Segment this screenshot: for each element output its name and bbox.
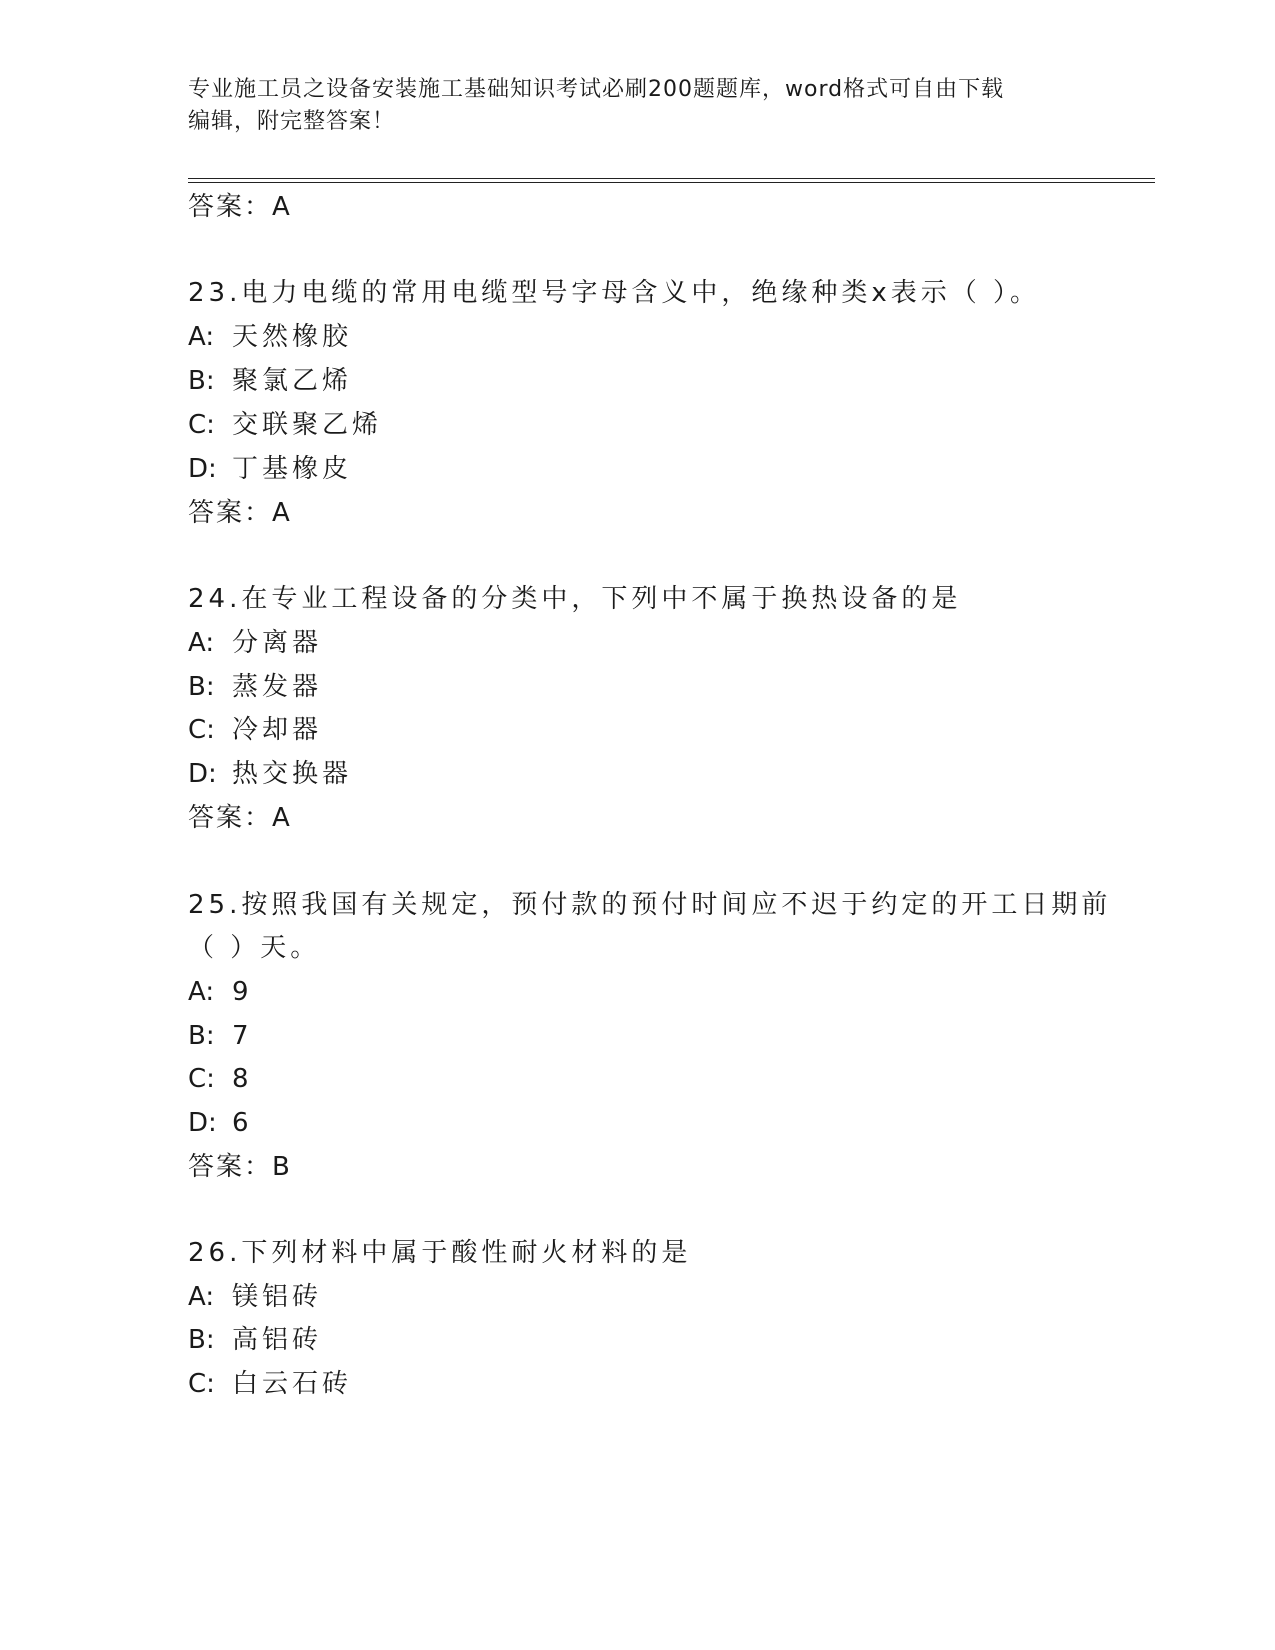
option-label: D: bbox=[188, 759, 217, 789]
option-text: 7 bbox=[232, 1021, 253, 1051]
header-rule-bottom bbox=[188, 182, 1155, 183]
option-label: D: bbox=[188, 1108, 217, 1138]
option-label: A: bbox=[188, 977, 215, 1007]
option-text: 蒸发器 bbox=[232, 672, 323, 702]
option-label: B: bbox=[188, 366, 215, 396]
answer-24: 答案：A bbox=[188, 803, 292, 833]
header-rule-top bbox=[188, 178, 1155, 179]
option-label: A: bbox=[188, 1282, 215, 1312]
option-label: B: bbox=[188, 1021, 215, 1051]
option-text: 白云石砖 bbox=[232, 1369, 353, 1399]
answer-23: 答案：A bbox=[188, 498, 292, 528]
option-label: A: bbox=[188, 628, 215, 658]
question-24-option-d bbox=[188, 757, 352, 791]
option-label: C: bbox=[188, 410, 215, 440]
option-text: 丁基橡皮 bbox=[232, 454, 353, 484]
question-25-option-a bbox=[188, 975, 253, 1009]
option-label: B: bbox=[188, 1325, 215, 1355]
question-23-option-a bbox=[188, 320, 352, 354]
document-header bbox=[188, 74, 1088, 138]
option-text: 热交换器 bbox=[232, 759, 353, 789]
question-25-stem-line-1: 25.按照我国有关规定，预付款的预付时间应不迟于约定的开工日期前 bbox=[188, 890, 1112, 920]
option-label: C: bbox=[188, 715, 215, 745]
option-text: 聚氯乙烯 bbox=[232, 366, 353, 396]
answer-25: 答案：B bbox=[188, 1152, 292, 1182]
option-text: 镁铝砖 bbox=[232, 1282, 323, 1312]
header-line-2: 编辑，附完整答案！ bbox=[188, 109, 396, 134]
option-label: B: bbox=[188, 672, 215, 702]
option-text: 冷却器 bbox=[232, 715, 323, 745]
question-25-option-c bbox=[188, 1062, 253, 1096]
question-24-option-a bbox=[188, 626, 322, 660]
option-label: C: bbox=[188, 1064, 215, 1094]
question-24-stem: 24.在专业工程设备的分类中，下列中不属于换热设备的是 bbox=[188, 584, 962, 614]
option-text: 分离器 bbox=[232, 628, 323, 658]
answer-22: 答案：A bbox=[188, 192, 292, 222]
option-text: 交联聚乙烯 bbox=[232, 410, 383, 440]
question-26-option-c bbox=[188, 1367, 352, 1401]
option-text: 8 bbox=[232, 1064, 253, 1094]
question-25-option-b bbox=[188, 1019, 253, 1053]
option-text: 天然橡胶 bbox=[232, 322, 353, 352]
question-26-option-a bbox=[188, 1280, 322, 1314]
question-24-option-b bbox=[188, 670, 322, 704]
question-23-option-b bbox=[188, 364, 352, 398]
question-23-stem: 23.电力电缆的常用电缆型号字母含义中，绝缘种类x表示（ ）。 bbox=[188, 278, 1041, 308]
option-text: 高铝砖 bbox=[232, 1325, 323, 1355]
header-line-1: 专业施工员之设备安装施工基础知识考试必刷200题题库，word格式可自由下载 bbox=[188, 77, 1005, 102]
question-24-option-c bbox=[188, 713, 322, 747]
option-label: C: bbox=[188, 1369, 215, 1399]
question-26-stem: 26.下列材料中属于酸性耐火材料的是 bbox=[188, 1238, 692, 1268]
question-25-stem-line-2: （ ）天。 bbox=[188, 933, 321, 963]
option-text: 9 bbox=[232, 977, 253, 1007]
option-text: 6 bbox=[232, 1108, 253, 1138]
question-25-option-d bbox=[188, 1106, 253, 1140]
question-23-option-c bbox=[188, 408, 382, 442]
question-23-option-d bbox=[188, 452, 352, 486]
option-label: A: bbox=[188, 322, 215, 352]
question-26-option-b bbox=[188, 1323, 322, 1357]
option-label: D: bbox=[188, 454, 217, 484]
